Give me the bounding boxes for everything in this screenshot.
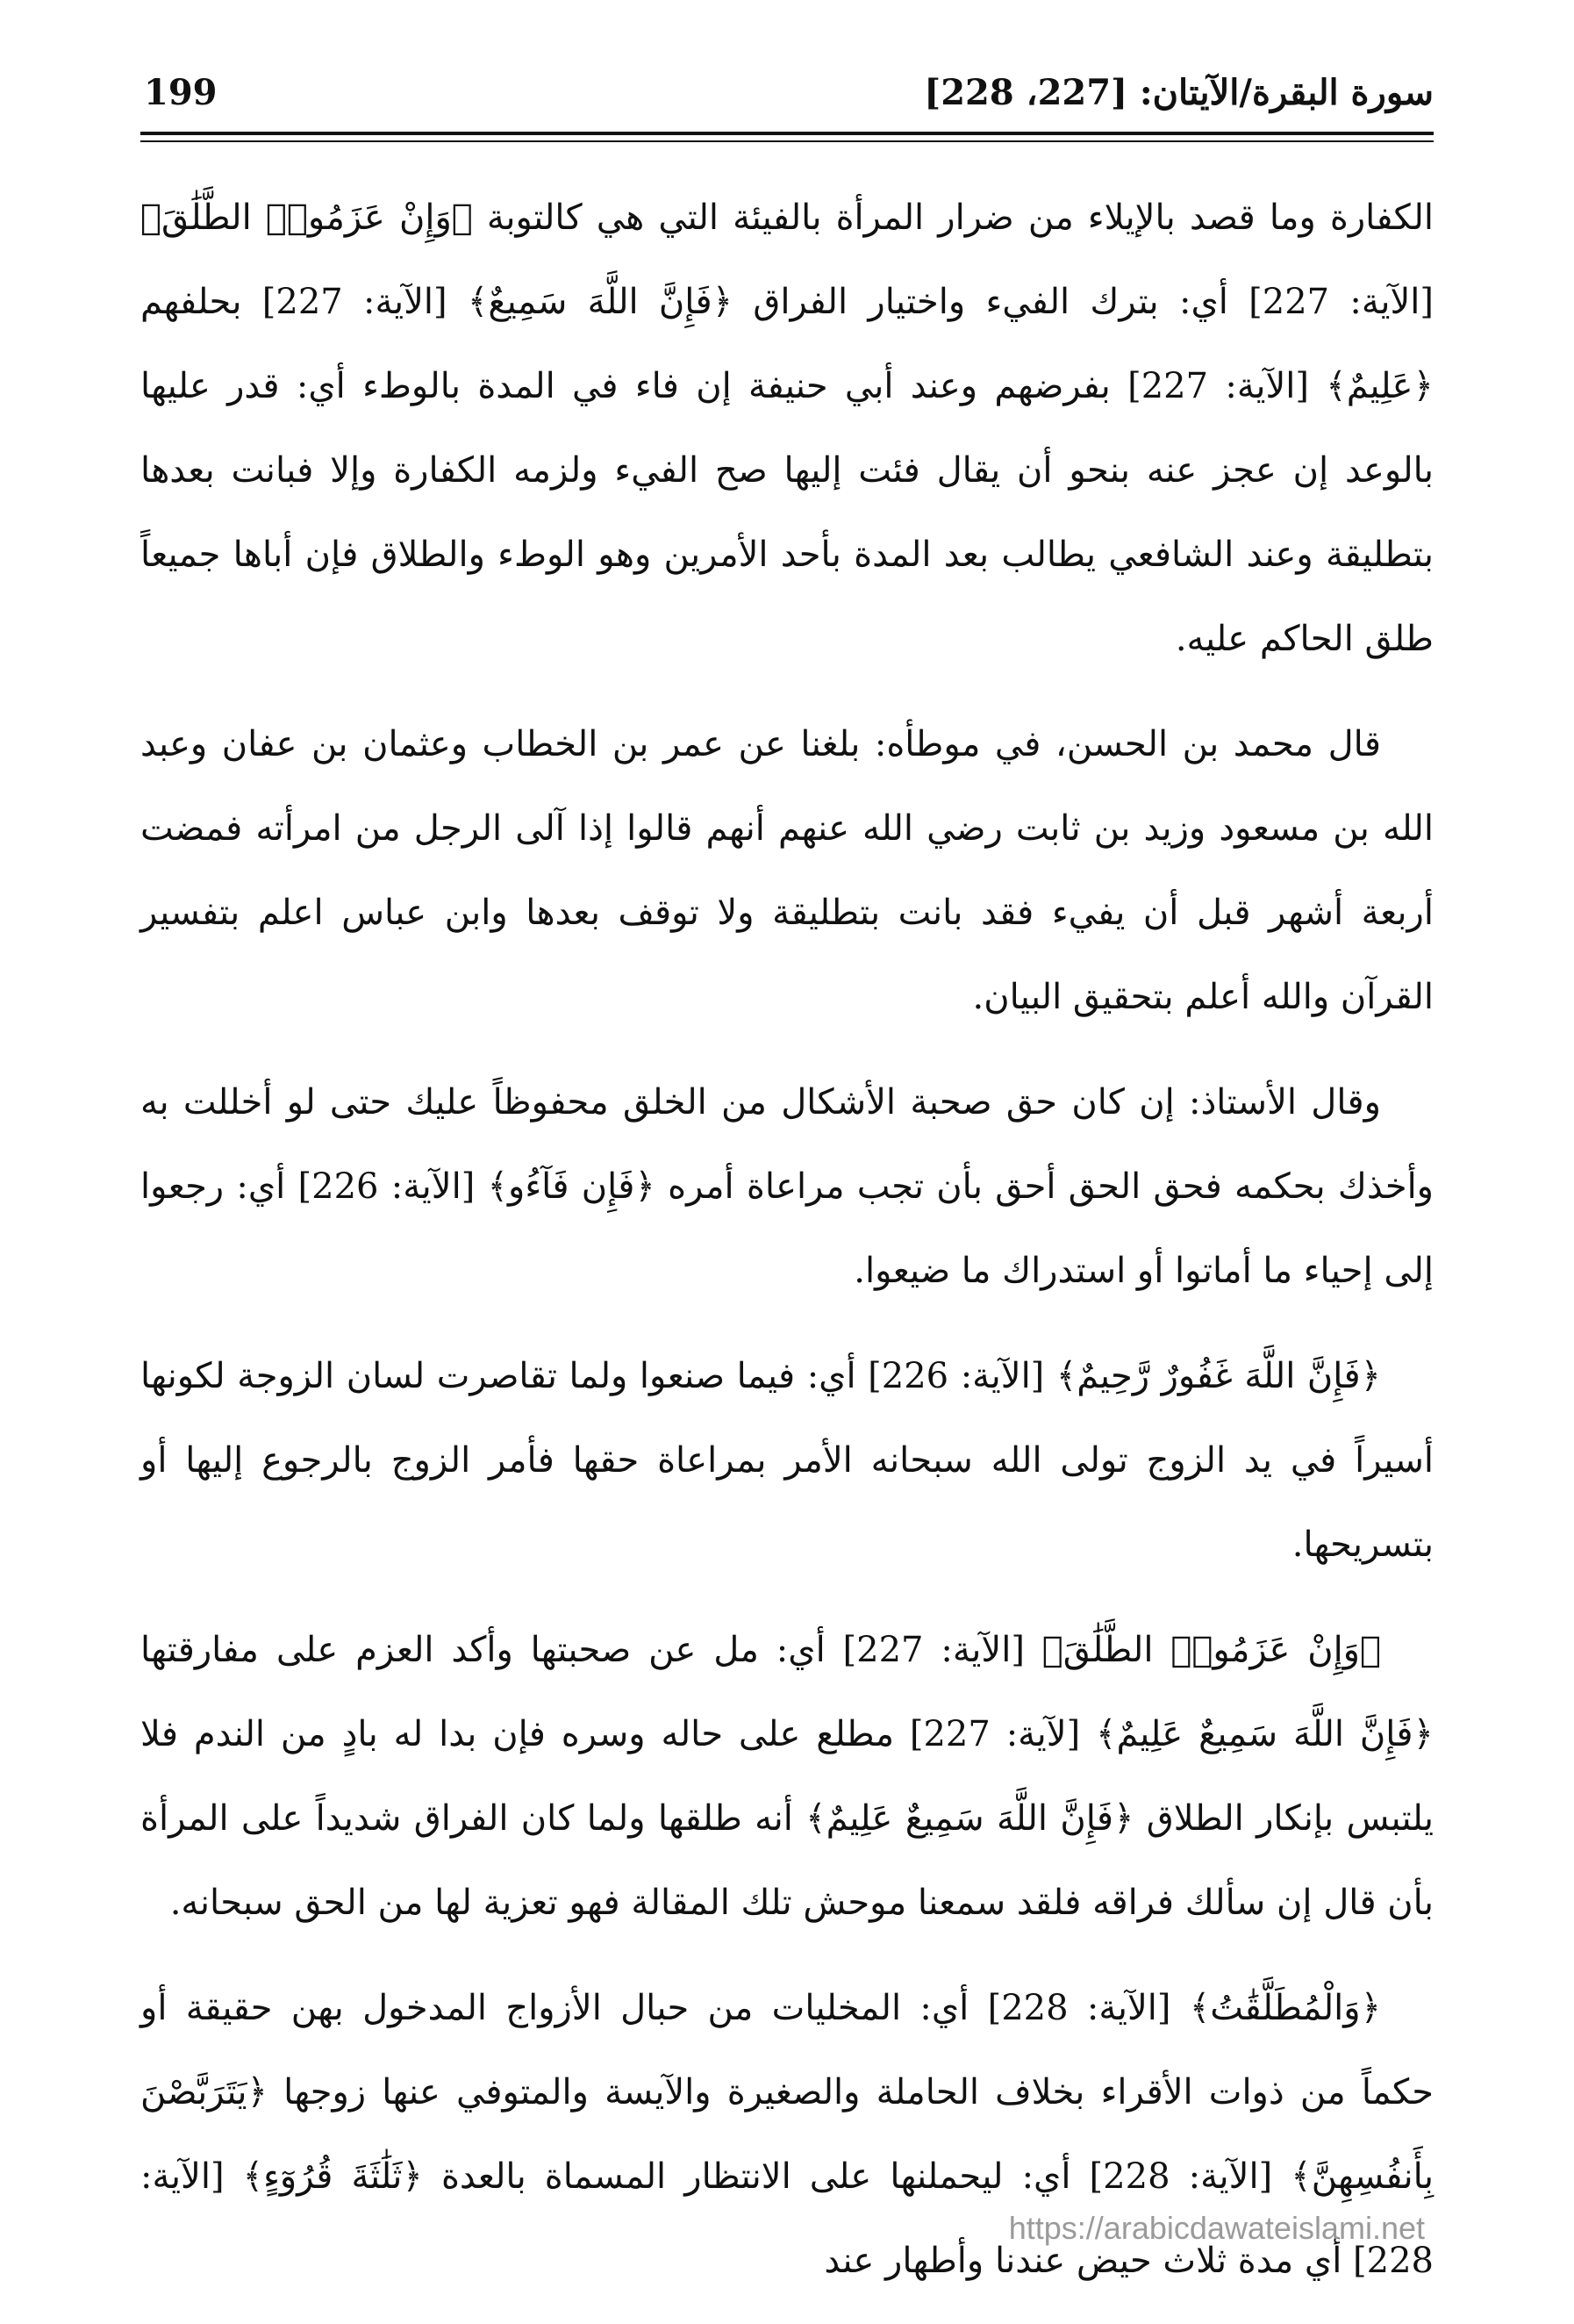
paragraph-1: الكفارة وما قصد بالإيلاء من ضرار المرأة بالفيئة التي هي كالتوبة ﴿وَإِنْ عَزَمُوا۟ الطَّلَٰقَ﴾ [الآية: 227] أي: بترك الفيء واختيار الفراق ﴿فَإِنَّ اللَّهَ سَمِيعٌ﴾ [الآية: 227] بحلفهم ﴿عَلِيمٌ﴾ [الآية: 227] بفرضهم وعند أبي حنيفة إن فاء في المدة بالوطء أي: قدر عليها بالوعد إن عجز عنه بنحو أن يقال فئت إليها صح الفيء ولزمه الكفارة وإلا فبانت بعدها بتطليقة وعند الشافعي يطالب بعد المدة بأحد الأمرين وهو الوطء والطلاق فإن أباها جميعاً طلق الحاكم عليه. [140, 197, 1434, 659]
header-rule-thin [140, 140, 1434, 142]
paragraph-4: ﴿فَإِنَّ اللَّهَ غَفُورٌ رَّحِيمٌ﴾ [الآية: 226] أي: فيما صنعوا ولما تقاصرت لسان الزوجة لكونها أسيراً في يد الزوج تولى الله سبحانه الأمر بمراعاة حقها فأمر الزوج بالرجوع إليها أو بتسريحها. [140, 1356, 1434, 1565]
paragraph-2: قال محمد بن الحسن، في موطأه: بلغنا عن عمر بن الخطاب وعثمان بن عفان وعبد الله بن مسعود وزيد بن ثابت رضي الله عنهم أنهم قالوا إذا آلى الرجل من امرأته فمضت أربعة أشهر قبل أن يفيء فقد بانت بتطليقة ولا توقف بعدها وابن عباس اعلم بتفسير القرآن والله أعلم بتحقيق البيان. [140, 724, 1434, 1017]
page-header [140, 68, 1434, 130]
paragraph-6: ﴿وَالْمُطَلَّقَٰتُ﴾ [الآية: 228] أي: المخليات من حبال الأزواج المدخول بهن حقيقة أو حكماً من ذوات الأقراء بخلاف الحاملة والصغيرة والآيسة والمتوفي عنها زوجها ﴿يَتَرَبَّصْنَ بِأَنفُسِهِنَّ﴾ [الآية: 228] أي: ليحملنها على الانتظار المسماة بالعدة ﴿ثَلَٰثَةَ قُرُوٓءٍ﴾ [الآية: 228] أي مدة ثلاث حيض عندنا وأطهار عند [140, 1988, 1434, 2281]
watermark-url: https://arabicdawateislami.net [1008, 2210, 1425, 2246]
body-text [140, 176, 1434, 2324]
running-title: سورة البقرة/الآيتان: [227، 228] [924, 72, 1434, 113]
paragraph-5: ﴿وَإِنْ عَزَمُوا۟ الطَّلَٰقَ﴾ [الآية: 227] أي: مل عن صحبتها وأكد العزم على مفارقتها ﴿فَإِنَّ اللَّهَ سَمِيعٌ عَلِيمٌ﴾ [لآية: 227] مطلع على حاله وسره فإن بدا له بادٍ من الندم فلا يلتبس بإنكار الطلاق ﴿فَإِنَّ اللَّهَ سَمِيعٌ عَلِيمٌ﴾ أنه طلقها ولما كان الفراق شديداً على المرأة بأن قال إن سألك فراقه فلقد سمعنا موحش تلك المقالة فهو تعزية لها من الحق سبحانه. [140, 1630, 1434, 1923]
page-number: 199 [144, 72, 218, 113]
paragraph-3: وقال الأستاذ: إن كان حق صحبة الأشكال من الخلق محفوظاً عليك حتى لو أخللت به وأخذك بحكمه فحق الحق أحق بأن تجب مراعاة أمره ﴿فَإِن فَآءُو﴾ [الآية: 226] أي: رجعوا إلى إحياء ما أماتوا أو استدراك ما ضيعوا. [140, 1082, 1434, 1291]
header-rule-thick [140, 132, 1434, 135]
